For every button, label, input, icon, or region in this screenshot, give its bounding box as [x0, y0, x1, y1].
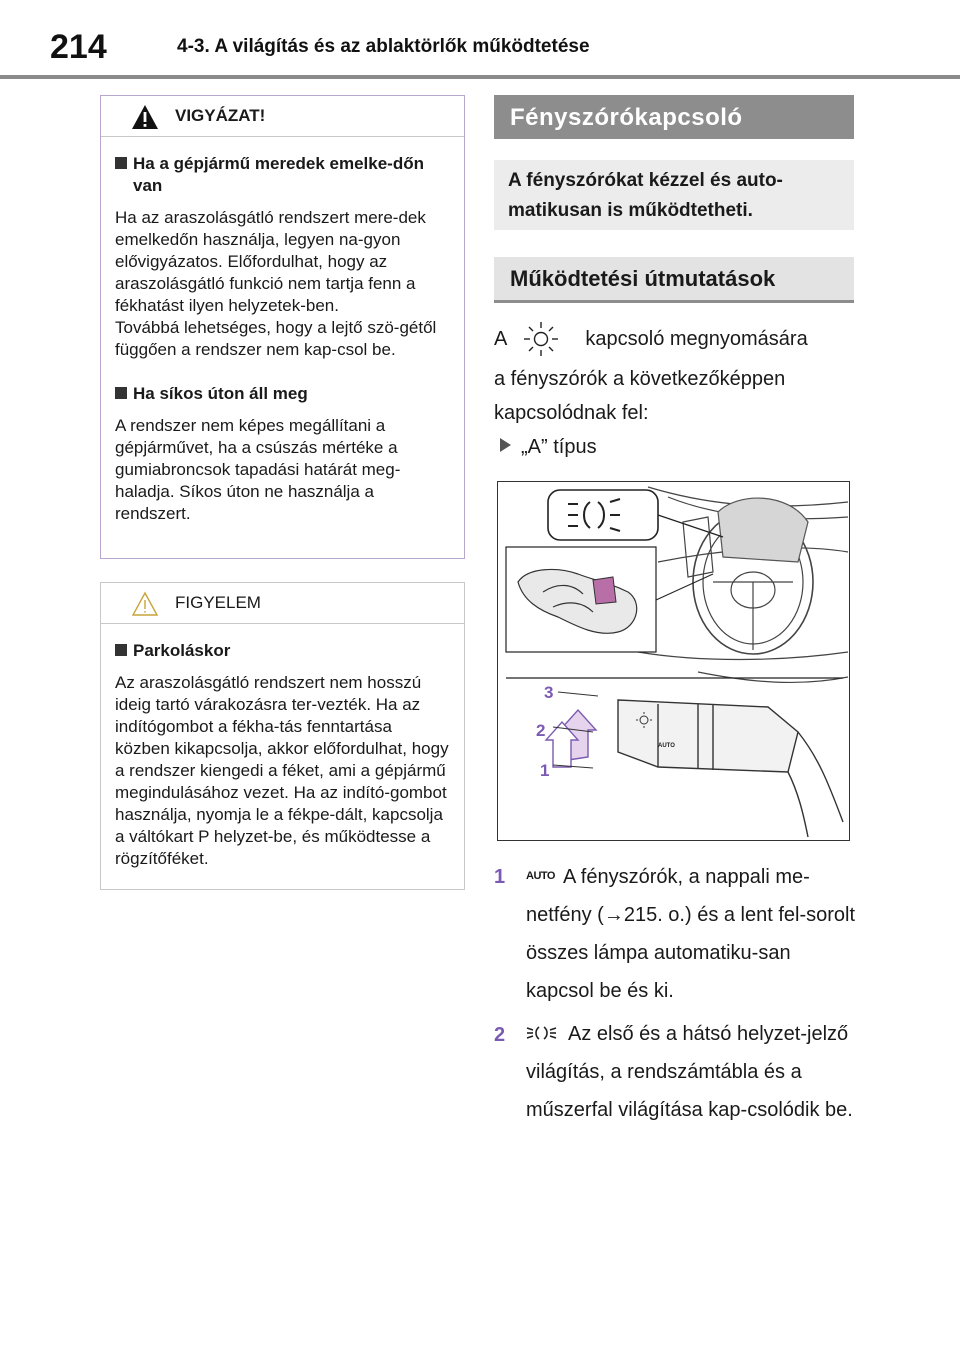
figure-label-1: 1: [540, 761, 550, 780]
figure-auto-text: AUTO: [658, 743, 675, 749]
instruction-rest: kapcsoló megnyomására: [585, 328, 808, 350]
type-label: „A” típus: [521, 436, 597, 458]
step-2-text: [526, 1015, 856, 1129]
warning-item-title: Ha síkos úton áll meg: [115, 383, 450, 405]
warning-box: [100, 95, 465, 559]
illustration-svg: [498, 482, 850, 841]
figure-label-2: 2: [536, 721, 546, 740]
instruction-line-3: kapcsolódnak fel:: [494, 402, 649, 424]
header-divider: [0, 75, 960, 79]
auto-icon: AUTO: [526, 870, 555, 882]
figure-label-3: 3: [544, 683, 554, 702]
warning-item-text: Ha az araszolásgátló rendszert mere-dek emelkedőn használja, legyen na-gyon elővigyázatos. Előfordulhat, hogy az araszolásgátló funkció nem tartja fenn a fékhatást ilyen helyzetek-ben.: [115, 208, 426, 315]
caution-triangle-icon: [131, 591, 159, 617]
notice-item-title: Parkoláskor: [115, 640, 450, 662]
warning-title: VIGYÁZAT!: [175, 106, 266, 125]
type-bullet: [500, 436, 597, 459]
instruction-a: A: [494, 328, 507, 350]
section-heading: Fényszórókapcsoló: [494, 95, 854, 139]
notice-item-text: Az araszolásgátló rendszert nem hosszú ideig tartó várakozásra ter-vezték. Ha az indítógombot a fékha-tás fenntartása közben kikapcsolja, akkor előfordulhat, hogy a rendszer kiengedi a féket, ami a gépjármű megindulásához vezet. Ha az indító-gombot használja, nyomja le a fékpe-dált, kapcsolja a váltókart P helyzet-be, és működtesse a rögzítőféket.: [115, 673, 449, 868]
step-1-text: [526, 857, 856, 1010]
notice-header: [101, 583, 464, 624]
notice-box: [100, 582, 465, 890]
step-2-description: Az első és a hátsó helyzet-jelző világítás, a rendszámtábla és a műszerfal világítása kap-csolódik be.: [526, 1023, 853, 1121]
bullet-arrow-icon: [500, 438, 511, 452]
warning-triangle-icon: [131, 104, 159, 130]
instruction-line-2: a fényszórók a következőképpen: [494, 368, 786, 390]
warning-item-title: Ha a gépjármű meredek emelke-dőn van: [115, 153, 450, 197]
warning-item-text: Továbbá lehetséges, hogy a lejtő szö-gétől függően a rendszer nem kap-csol be.: [115, 318, 437, 359]
page-header: [0, 0, 960, 80]
warning-header: [101, 96, 464, 137]
side-lights-icon: [526, 1025, 562, 1041]
notice-title: FIGYELEM: [175, 593, 261, 612]
warning-item-text: A rendszer nem képes megállítani a gépjárművet, ha a csúszás mértéke a gumiabroncsok tapadási határát meg-haladja. Síkos úton ne használja a rendszert.: [115, 416, 401, 523]
step-number-2: 2: [494, 1024, 506, 1046]
page-number: 214: [50, 28, 107, 66]
lead-text: A fényszórókat kézzel és auto-matikusan is működtetheti.: [494, 160, 854, 230]
section-title: 4-3. A világítás és az ablaktörlők működtetése: [177, 36, 590, 57]
step-1-description: A fényszórók, a nappali me-netfény (→215. o.) és a lent fel-sorolt összes lámpa automatiku-san kapcsol be és ki.: [526, 866, 856, 1002]
headlight-switch-illustration: [497, 481, 850, 841]
step-number-1: 1: [494, 866, 506, 888]
subheading: Működtetési útmutatások: [494, 257, 854, 303]
light-switch-sun-icon: [520, 318, 562, 360]
